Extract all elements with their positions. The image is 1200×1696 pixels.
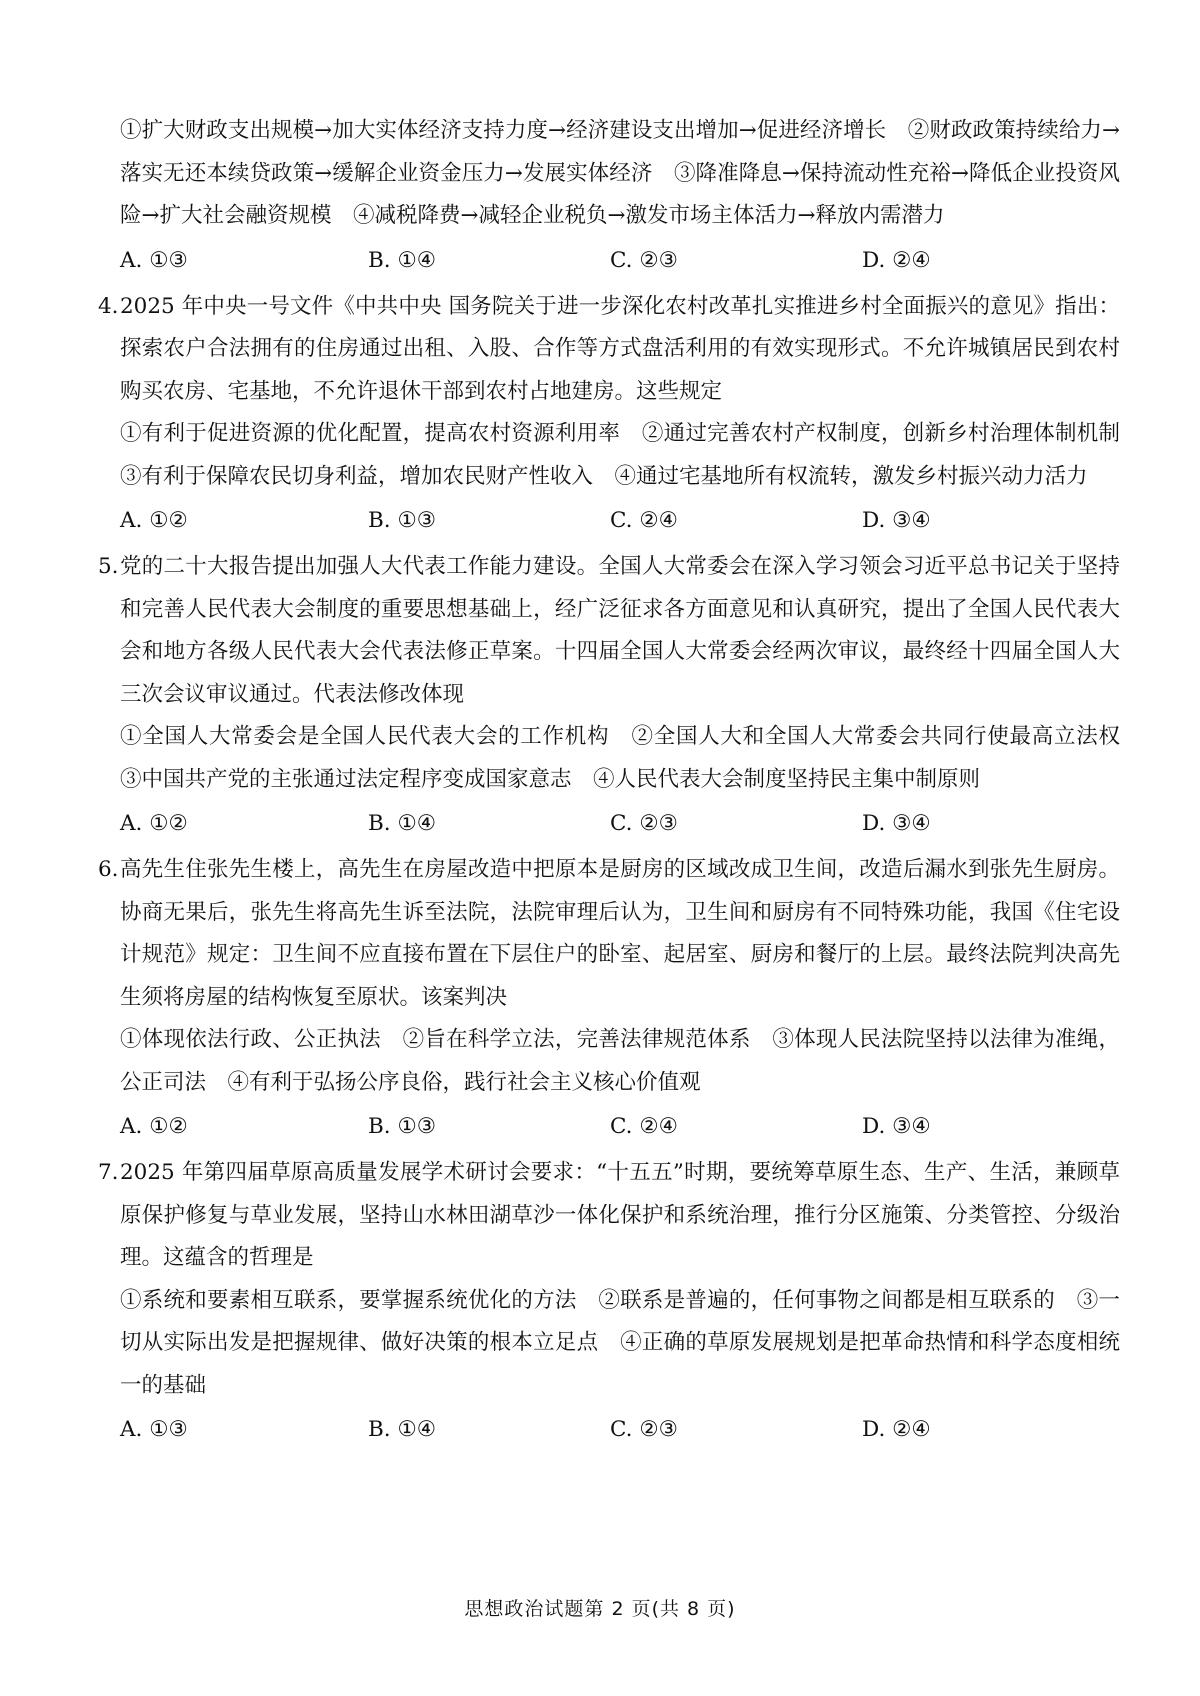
option-c: C. ②④ — [610, 1114, 678, 1139]
option-a: A. ①③ — [120, 1417, 188, 1442]
option-a: A. ①② — [120, 508, 188, 533]
question-5 — [98, 546, 1142, 845]
question-7-statements: ①系统和要素相互联系，要掌握系统优化的方法 ②联系是普遍的，任何事物之间都是相互联系的 ③一切从实际出发是把握规律、做好决策的根本立足点 ④正确的草原发展规划是把革命热情和科学态度相统一的基础 — [120, 1287, 1120, 1398]
option-b: B. ①③ — [368, 1114, 437, 1139]
option-d: D. ②④ — [862, 1417, 931, 1442]
question-3-continued — [120, 110, 1120, 282]
option-a: A. ①② — [120, 811, 188, 836]
option-a: A. ①② — [120, 1114, 188, 1139]
option-c: C. ②③ — [610, 1417, 678, 1442]
question-number: 4. — [98, 293, 119, 319]
question-3-options — [120, 240, 1120, 282]
question-6-options — [120, 1106, 1120, 1148]
option-c: C. ②③ — [610, 811, 678, 836]
question-6 — [98, 849, 1120, 1148]
question-number: 5. — [98, 554, 119, 579]
option-b: B. ①④ — [368, 1417, 437, 1442]
question-number: 7. — [98, 1160, 119, 1185]
question-4-statements: ①有利于促进资源的优化配置，提高农村资源利用率 ②通过完善农村产权制度，创新乡村治理体制机制 ③有利于保障农民切身利益，增加农民财产性收入 ④通过宅基地所有权流转，激发乡村振兴动力活力 — [120, 421, 1142, 489]
question-7-stem: 2025 年第四届草原高质量发展学术研讨会要求：“十五五”时期，要统筹草原生态、生产、生活，兼顾草原保护修复与草业发展，坚持山水林田湖草沙一体化保护和系统治理，推行分区施策、分类管控、分级治理。这蕴含的哲理是 — [120, 1160, 1120, 1270]
option-d: D. ③④ — [862, 811, 931, 836]
page-footer: 思想政治试题第 2 页(共 8 页) — [464, 1598, 736, 1620]
option-b: B. ①③ — [368, 508, 437, 533]
question-3-statements: ①扩大财政支出规模→加大实体经济支持力度→经济建设支出增加→促进经济增长 ②财政政策持续给力→落实无还本续贷政策→缓解企业资金压力→发展实体经济 ③降准降息→保持流动性充裕→降低企业投资风险→扩大社会融资规模 ④减税降费→减轻企业税负→激发市场主体活力→释放内需潜力 — [120, 118, 1120, 228]
option-d: D. ②④ — [862, 247, 931, 273]
option-b: B. ①④ — [368, 811, 437, 836]
question-5-statements: ①全国人大常委会是全国人民代表大会的工作机构 ②全国人大和全国人大常委会共同行使最高立法权 ③中国共产党的主张通过法定程序变成国家意志 ④人民代表大会制度坚持民主集中制原则 — [120, 724, 1142, 792]
question-7 — [98, 1152, 1120, 1451]
question-6-statements: ①体现依法行政、公正执法 ②旨在科学立法，完善法律规范体系 ③体现人民法院坚持以法律为准绳，公正司法 ④有利于弘扬公序良俗，践行社会主义核心价值观 — [120, 1027, 1120, 1095]
option-c: C. ②③ — [610, 247, 678, 273]
option-c: C. ②④ — [610, 508, 678, 533]
question-7-options — [120, 1409, 1120, 1451]
question-4 — [98, 286, 1142, 543]
question-4-stem: 2025 年中央一号文件《中共中央 国务院关于进一步深化农村改革扎实推进乡村全面振兴的意见》指出：探索农户合法拥有的住房通过出租、入股、合作等方式盘活利用的有效实现形式。不允许城镇居民到农村购买农房、宅基地，不允许退休干部到农村占地建房。这些规定 — [120, 293, 1120, 404]
option-a: A. ①③ — [120, 247, 188, 273]
question-6-stem: 高先生住张先生楼上，高先生在房屋改造中把原本是厨房的区域改成卫生间，改造后漏水到张先生厨房。协商无果后，张先生将高先生诉至法院，法院审理后认为，卫生间和厨房有不同特殊功能，我国《住宅设计规范》规定：卫生间不应直接布置在下层住户的卧室、起居室、厨房和餐厅的上层。最终法院判决高先生须将房屋的结构恢复至原状。该案判决 — [120, 857, 1120, 1010]
option-d: D. ③④ — [862, 1114, 931, 1139]
option-b: B. ①④ — [368, 247, 437, 273]
question-number: 6. — [98, 857, 119, 882]
question-5-stem: 党的二十大报告提出加强人大代表工作能力建设。全国人大常委会在深入学习领会习近平总书记关于坚持和完善人民代表大会制度的重要思想基础上，经广泛征求各方面意见和认真研究，提出了全国人民代表大会和地方各级人民代表大会代表法修正草案。十四届全国人大常委会经两次审议，最终经十四届全国人大三次会议审议通过。代表法修改体现 — [120, 554, 1120, 707]
option-d: D. ③④ — [862, 508, 931, 533]
question-5-options — [120, 803, 1120, 845]
question-4-options — [120, 500, 1120, 542]
